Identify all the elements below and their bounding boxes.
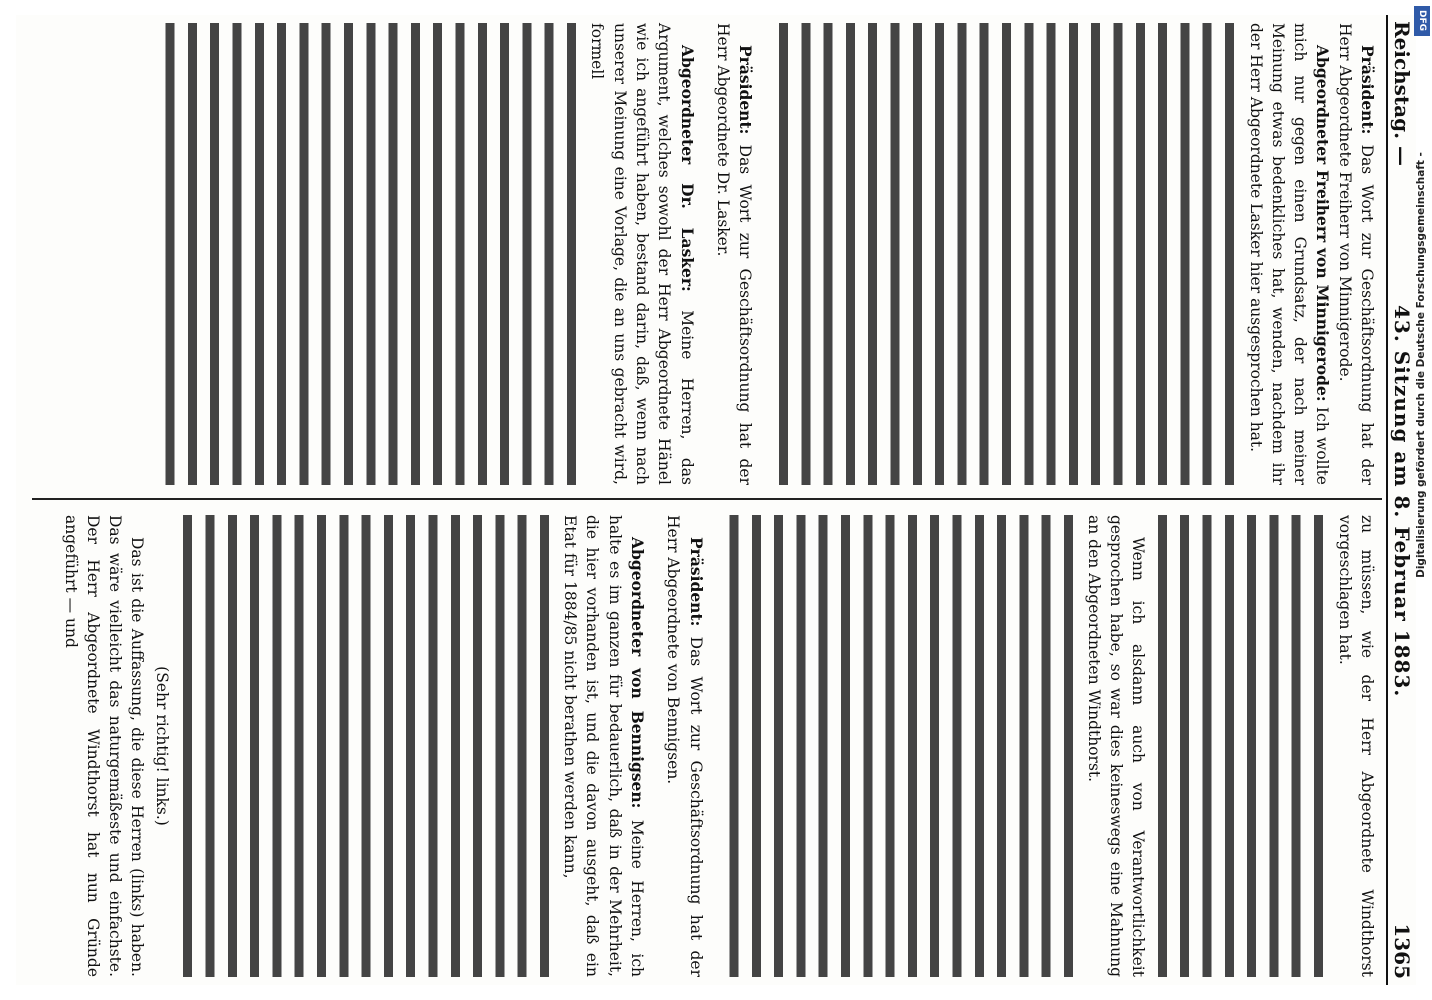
column-divider — [32, 498, 1382, 500]
illegible-text-lines — [160, 23, 582, 485]
page-number: 1365 — [1390, 923, 1414, 979]
header-title: Reichstag. — — [1390, 21, 1414, 167]
paragraph — [662, 515, 707, 977]
header-session: 43. Sitzung am 8. Februar 1883. — [1390, 305, 1414, 698]
paragraph — [712, 23, 757, 485]
applause-note: (Sehr richtig! links.) — [152, 666, 171, 826]
paragraph-text: Wenn ich alsdann auch von Verantwortlichkeit gesprochen habe, so war dies keineswegs eine Mahnung an den Abgeordneten Windthorst. — [1084, 515, 1148, 977]
paragraph-text: Das ist die Auffassung, die diese Herren (links) haben. Das wäre vielleicht das naturgemäßeste und einfachste. Der Herr Abgeordnete Windthorst hat nun Gründe angeführt — und — [61, 515, 147, 977]
paragraph-text: Das Wort zur Geschäftsordnung hat der Herr Abgeordnete Dr. Lasker. — [713, 23, 755, 485]
dfg-logo: DFG — [1414, 6, 1430, 36]
illegible-text-lines — [1151, 515, 1329, 977]
paragraph — [1083, 515, 1150, 977]
digitization-credit: Digitalisierung gefördert durch die Deutsche Forschungsgemeinschaft - — [1415, 152, 1427, 578]
illegible-text-lines — [175, 515, 555, 977]
paragraph — [1333, 23, 1378, 485]
paragraph-text: Das Wort zur Geschäftsordnung hat der Herr Abgeordnete von Bennigsen. — [664, 515, 705, 977]
speaker-label: Präsident: — [1358, 45, 1377, 135]
paragraph-text: zu müssen, wie der Herr Abgeordnete Windthorst vorgeschlagen hat. — [1335, 515, 1376, 977]
speaker-label: Abgeordneter Freiherr von Minnigerode: — [1313, 45, 1333, 402]
speaker-label: Abgeordneter von Bennigsen: — [627, 537, 647, 809]
illegible-text-lines — [723, 515, 1079, 977]
header-rule — [1386, 15, 1388, 985]
paragraph — [1244, 23, 1333, 485]
paragraph — [59, 515, 148, 977]
paragraph-text: Meine Herren, das Argument, welches sowohl der Herr Abgeordnete Hänel wie ich angeführt haben, bestand darin, daß, wenn nach unserer Meinung eine Vorlage, die an uns gebracht wird, formell — [588, 23, 696, 485]
paragraph-text: Ich wollte mich nur gegen einen Grundsatz, der nach meiner Meinung etwas bedenkliches hat, wenden, nachdem ihr der Herr Abgeordnete Lasker hier ausgesprochen hat. — [1246, 23, 1332, 485]
digitization-sidebar — [1412, 0, 1432, 1000]
paragraph — [559, 515, 648, 977]
rotated-page — [16, 15, 1416, 985]
paragraph — [1333, 515, 1378, 977]
right-column — [33, 515, 1378, 977]
paragraph-text: Das Wort zur Geschäftsordnung hat der Herr Abgeordnete Freiherr von Minnigerode. — [1335, 23, 1376, 485]
paragraph-text: Meine Herren, ich halte es im ganzen für bedauerlich, daß in der Mehrheit, die hier vorhanden ist, und die davon ausgeht, daß ein Etat für 1884/85 nicht berathen werden kann, — [561, 515, 646, 977]
paragraph — [586, 23, 697, 485]
illegible-text-lines — [772, 23, 1240, 485]
speaker-label: Präsident: — [736, 45, 756, 135]
left-column — [33, 23, 1378, 485]
speaker-label: Präsident: — [686, 537, 706, 627]
speaker-label: Abgeordneter Dr. Lasker: — [677, 45, 697, 292]
